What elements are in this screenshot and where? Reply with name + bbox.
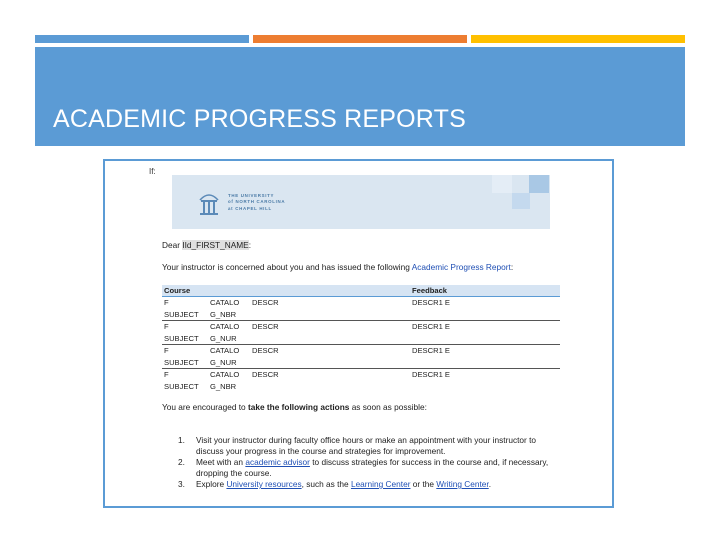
- table-cell: F: [162, 321, 208, 333]
- table-cell: [410, 357, 560, 369]
- intro-prefix: Your instructor is concerned about you and has issued the following: [162, 262, 412, 272]
- university-banner: [172, 175, 550, 229]
- table-row: [162, 369, 560, 381]
- course-feedback-table: [162, 285, 560, 392]
- action-text-part: , such as the: [301, 479, 351, 489]
- encourage-suffix: as soon as possible:: [349, 402, 427, 412]
- table-row: [162, 321, 560, 333]
- table-cell: [250, 309, 410, 321]
- table-cell: CATALO: [208, 369, 250, 381]
- table-cell: DESCR1 E: [410, 297, 560, 309]
- resource-link[interactable]: University resources: [226, 479, 302, 489]
- encourage-sentence: [162, 402, 427, 412]
- action-number: 2.: [178, 457, 185, 467]
- report-document-image: [103, 159, 614, 508]
- table-cell: SUBJECT: [164, 381, 199, 391]
- banner-square: [529, 175, 549, 193]
- intro-sentence: [162, 262, 513, 272]
- table-cell: CATALO: [208, 321, 250, 333]
- table-cell: CATALO: [208, 297, 250, 309]
- progress-report-link[interactable]: Academic Progress Report: [411, 262, 511, 272]
- table-cell: DESCR: [250, 321, 410, 333]
- table-cell: [410, 333, 560, 345]
- title-band: [35, 47, 685, 146]
- table-cell: DESCR1 E: [410, 321, 560, 333]
- intro-suffix: :: [510, 262, 514, 272]
- action-text-part: Explore: [196, 479, 227, 489]
- action-number: 1.: [178, 435, 185, 445]
- action-text-part: or the: [410, 479, 437, 489]
- wordmark-line: at CHAPEL HILL: [228, 205, 272, 211]
- table-row: [162, 345, 560, 357]
- wordmark-line: THE UNIVERSITY: [228, 193, 275, 198]
- encourage-prefix: You are encouraged to: [162, 402, 248, 412]
- column-header: Course: [162, 285, 208, 297]
- table-row: [162, 357, 560, 369]
- action-item: [162, 457, 562, 478]
- table-cell: [410, 381, 560, 393]
- accent-bar-blue: [35, 35, 249, 43]
- table-header-row: [162, 285, 560, 297]
- table-cell: G_NUR: [210, 357, 237, 367]
- action-number: 3.: [178, 479, 185, 489]
- table-cell: [250, 381, 410, 393]
- table-cell: DESCR: [250, 297, 410, 309]
- table-cell: G_NBR: [210, 381, 237, 391]
- table-cell: F: [162, 369, 208, 381]
- table-cell: DESCR1 E: [410, 369, 560, 381]
- banner-square: [492, 175, 512, 193]
- action-text-part: to discuss strategies for success in the course and, if necessary, dropping the course.: [196, 457, 549, 478]
- table-cell: [410, 309, 560, 321]
- action-list: [162, 435, 562, 491]
- action-text: [180, 435, 562, 456]
- table-cell: DESCR1 E: [410, 345, 560, 357]
- table-cell: SUBJECT: [164, 309, 199, 319]
- resource-link[interactable]: Learning Center: [350, 479, 411, 489]
- action-text-part: Visit your instructor during faculty office hours or make an appointment with your instructor to discuss your progress in the course and strategies for improvement.: [196, 435, 537, 456]
- column-header: [250, 285, 410, 297]
- salutation: [162, 240, 251, 250]
- salutation-prefix: Dear: [162, 240, 183, 250]
- table-row: [162, 297, 560, 309]
- table-row: [162, 309, 560, 321]
- action-item: [162, 435, 562, 456]
- banner-square: [530, 193, 549, 209]
- table-cell: DESCR: [250, 369, 410, 381]
- action-text-part: .: [488, 479, 492, 489]
- column-header: Feedback: [410, 285, 560, 297]
- table-cell: DESCR: [250, 345, 410, 357]
- table-cell: G_NUR: [210, 333, 237, 343]
- resource-link[interactable]: Writing Center: [436, 479, 489, 489]
- template-code: If:: [149, 167, 156, 176]
- action-item: [162, 479, 562, 490]
- resource-link[interactable]: academic advisor: [245, 457, 310, 467]
- salutation-suffix: :: [248, 240, 252, 250]
- table-row: [162, 381, 560, 393]
- table-cell: [250, 357, 410, 369]
- table-cell: F: [162, 345, 208, 357]
- table-cell: CATALO: [208, 345, 250, 357]
- action-text-part: Meet with an: [196, 457, 246, 467]
- encourage-bold: take the following actions: [247, 402, 350, 412]
- banner-square: [512, 193, 530, 209]
- wordmark-line: of NORTH CAROLINA: [228, 199, 286, 205]
- action-text: [180, 457, 562, 478]
- table-cell: SUBJECT: [164, 333, 199, 343]
- action-text: [180, 479, 562, 490]
- first-name-placeholder: IId_FIRST_NAME: [182, 240, 249, 250]
- university-wordmark: [228, 193, 285, 212]
- table-cell: G_NBR: [210, 309, 237, 319]
- well-emblem-icon: [198, 188, 220, 218]
- table-cell: [250, 333, 410, 345]
- slide-title: ACADEMIC PROGRESS REPORTS: [53, 105, 466, 133]
- column-header: [208, 285, 250, 297]
- table-cell: F: [162, 297, 208, 309]
- table-cell: SUBJECT: [164, 357, 199, 367]
- accent-bar-orange: [253, 35, 467, 43]
- accent-bar-gold: [471, 35, 685, 43]
- table-row: [162, 333, 560, 345]
